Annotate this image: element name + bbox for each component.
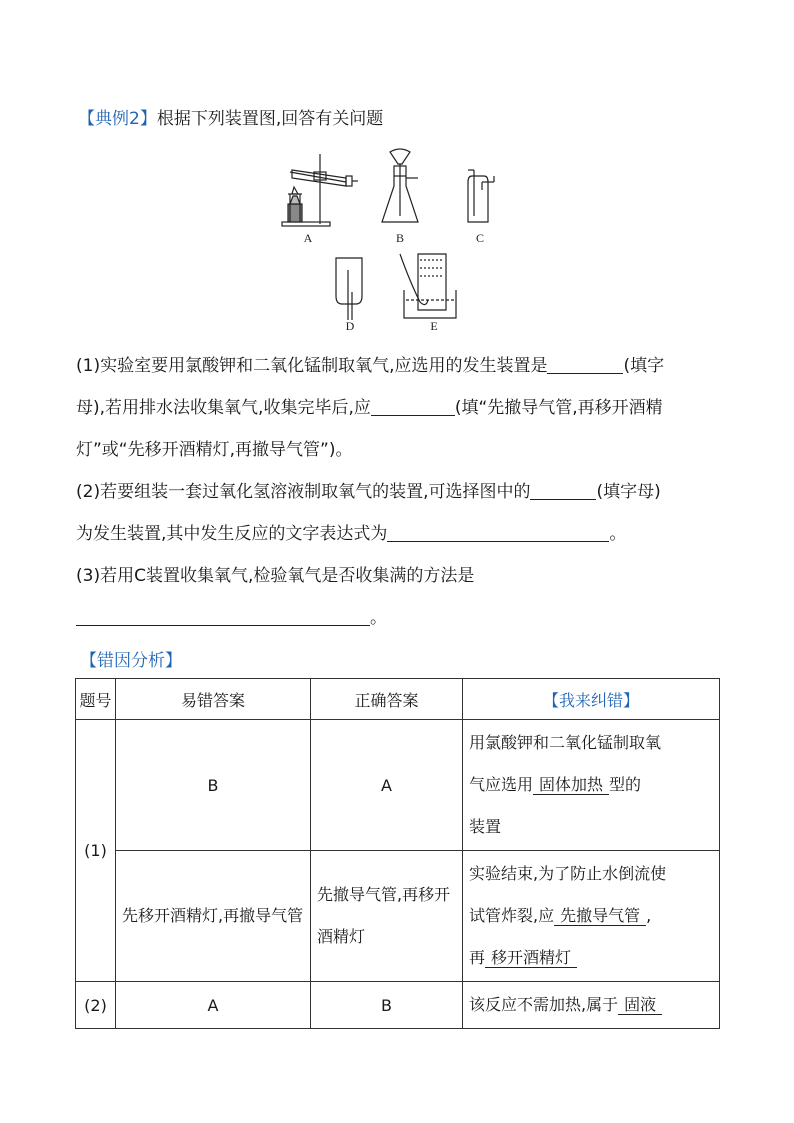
apparatus-figure	[270, 142, 510, 337]
analysis-heading: 【错因分析】	[80, 651, 182, 671]
wrong-answer-cell: B	[116, 720, 311, 851]
fix-fill-answer: 固液	[618, 995, 662, 1015]
question-2-line-1: (2)若要组装一套过氧化氢溶液制取氧气的装置,可选择图中的 (填字母)	[76, 474, 661, 510]
example-label: 【典例2】	[78, 109, 157, 129]
col-header-fix: 【我来纠错】	[463, 679, 720, 720]
apparatus-a	[282, 154, 358, 226]
fix-fill-answer: 固体加热	[533, 775, 609, 795]
answer-blank-5[interactable]	[76, 605, 370, 626]
question-1-line-1: (1)实验室要用氯酸钾和二氧化锰制取氧气,应选用的发生装置是 (填字	[76, 348, 664, 384]
apparatus-c	[468, 170, 494, 222]
answer-blank-4[interactable]	[387, 521, 609, 542]
fix-cell: 用氯酸钾和二氧化锰制取氧 气应选用 固体加热 型的 装置	[463, 720, 720, 851]
question-1-line-2: 母),若用排水法收集氧气,收集完毕后,应 (填“先撤导气管,再移开酒精	[76, 390, 663, 426]
example-prompt: 根据下列装置图,回答有关问题	[156, 109, 384, 129]
col-header-number: 题号	[76, 679, 116, 720]
question-1-line-3: 灯”或“先移开酒精灯,再撤导气管”)。	[76, 440, 353, 460]
table-header-row	[76, 679, 720, 720]
error-analysis-table	[75, 678, 720, 1029]
label-a: A	[303, 231, 313, 245]
wrong-answer-cell: A	[116, 982, 311, 1029]
correct-answer-cell: A	[311, 720, 463, 851]
label-d: D	[345, 319, 355, 333]
fix-fill-answer: 先撤导气管	[554, 906, 646, 926]
row-number: (2)	[76, 982, 116, 1029]
label-e: E	[430, 319, 438, 333]
table-row	[76, 982, 720, 1029]
example-title	[78, 104, 383, 129]
table-row	[76, 851, 720, 982]
fix-cell: 该反应不需加热,属于 固液	[463, 982, 720, 1029]
col-header-wrong: 易错答案	[116, 679, 311, 720]
label-b: B	[395, 231, 405, 245]
answer-blank-3[interactable]	[530, 479, 596, 500]
apparatus-b	[382, 149, 418, 222]
fix-fill-answer: 移开酒精灯	[485, 948, 577, 968]
correct-answer-cell: 先撤导气管,再移开酒精灯	[311, 851, 463, 982]
fix-cell: 实验结束,为了防止水倒流使 试管炸裂,应 先撤导气管 , 再 移开酒精灯	[463, 851, 720, 982]
col-header-correct: 正确答案	[311, 679, 463, 720]
apparatus-d	[336, 258, 362, 320]
table-row	[76, 720, 720, 851]
apparatus-e	[400, 254, 456, 318]
label-c: C	[475, 231, 485, 245]
question-3-line-2: 。	[76, 600, 387, 636]
correct-answer-cell: B	[311, 982, 463, 1029]
question-3-line-1: (3)若用C装置收集氧气,检验氧气是否收集满的方法是	[76, 566, 475, 586]
row-number: (1)	[76, 720, 116, 982]
answer-blank-2[interactable]	[371, 395, 455, 416]
answer-blank-1[interactable]	[547, 353, 623, 374]
question-2-line-2: 为发生装置,其中发生反应的文字表达式为 。	[76, 516, 626, 552]
wrong-answer-cell: 先移开酒精灯,再撤导气管	[116, 851, 311, 982]
